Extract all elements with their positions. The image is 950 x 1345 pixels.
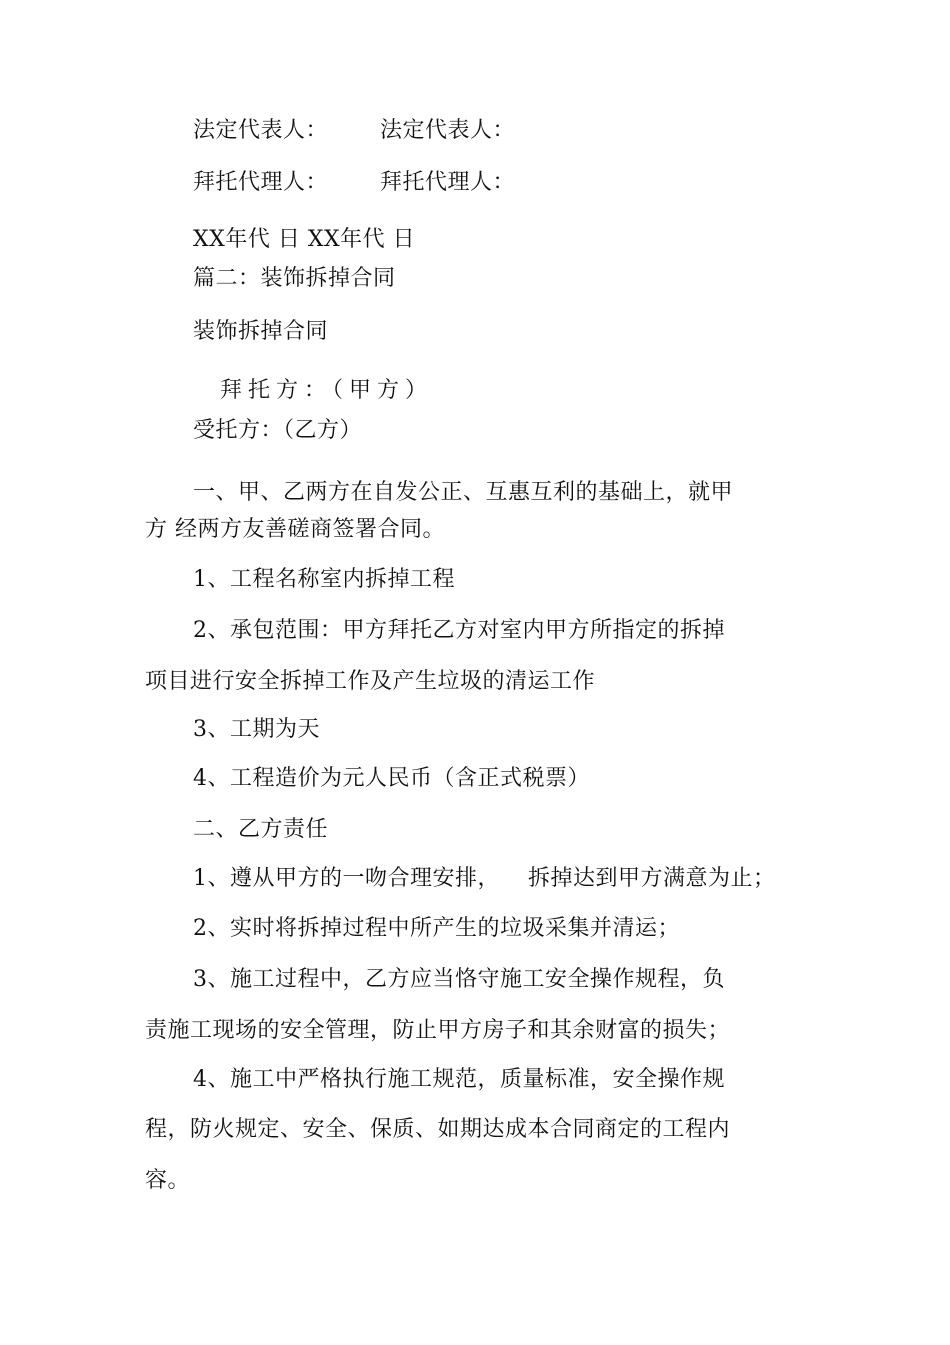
date-row: [193, 225, 415, 255]
section-title: 篇二：装饰拆掉合同: [193, 266, 396, 291]
contractor-party: 受托方：（乙方）: [193, 418, 363, 443]
responsibility-1-part-a: 1、遵从甲方的一吻合理安排，: [193, 866, 500, 891]
responsibility-3-line-1: 3、施工过程中，乙方应当恪守施工安全操作规程，负: [193, 967, 725, 992]
agent-label-b: 拜托代理人：: [380, 170, 516, 195]
responsibility-4-line-1: 4、施工中严格执行施工规范，质量标准，安全操作规: [193, 1067, 725, 1092]
date-label-a: XX年代 日: [193, 227, 301, 252]
legal-representative-row: [193, 116, 515, 146]
intro-line-1: 一、甲、乙两方在自发公正、互惠互利的基础上，就甲: [193, 480, 734, 505]
responsibility-3-line-2: 责施工现场的安全管理，防止甲方房子和其余财富的损失；: [145, 1018, 731, 1043]
item-2-line-1: 2、承包范围：甲方拜托乙方对室内甲方所指定的拆掉: [193, 618, 725, 643]
item-4: 4、工程造价为元人民币（含正式税票）: [193, 766, 590, 791]
legal-rep-label-b: 法定代表人：: [380, 118, 516, 143]
responsibility-1: [193, 864, 776, 894]
item-1: 1、工程名称室内拆掉工程: [193, 567, 455, 592]
responsibility-heading: 二、乙方责任: [193, 817, 329, 842]
responsibility-4-line-3: 容。: [145, 1168, 191, 1193]
item-3: 3、工期为天: [193, 717, 320, 742]
item-2-line-2: 项目进行安全拆掉工作及产生垃圾的清运工作: [145, 669, 596, 694]
responsibility-1-part-b: 拆掉达到甲方满意为止；: [528, 866, 776, 891]
responsibility-4-line-2: 程，防火规定、安全、保质、如期达成本合同商定的工程内: [145, 1117, 731, 1142]
client-party: 拜托方：（甲方）: [220, 378, 434, 403]
legal-rep-label-a: 法定代表人：: [193, 118, 329, 143]
intro-line-2: 方 经两方友善磋商签署合同。: [145, 517, 445, 542]
contract-title: 装饰拆掉合同: [193, 319, 329, 344]
date-label-b: XX年代 日: [307, 227, 416, 252]
agent-row: [193, 168, 515, 198]
agent-label-a: 拜托代理人：: [193, 170, 329, 195]
responsibility-2: 2、实时将拆掉过程中所产生的垃圾采集并清运；: [193, 916, 680, 941]
